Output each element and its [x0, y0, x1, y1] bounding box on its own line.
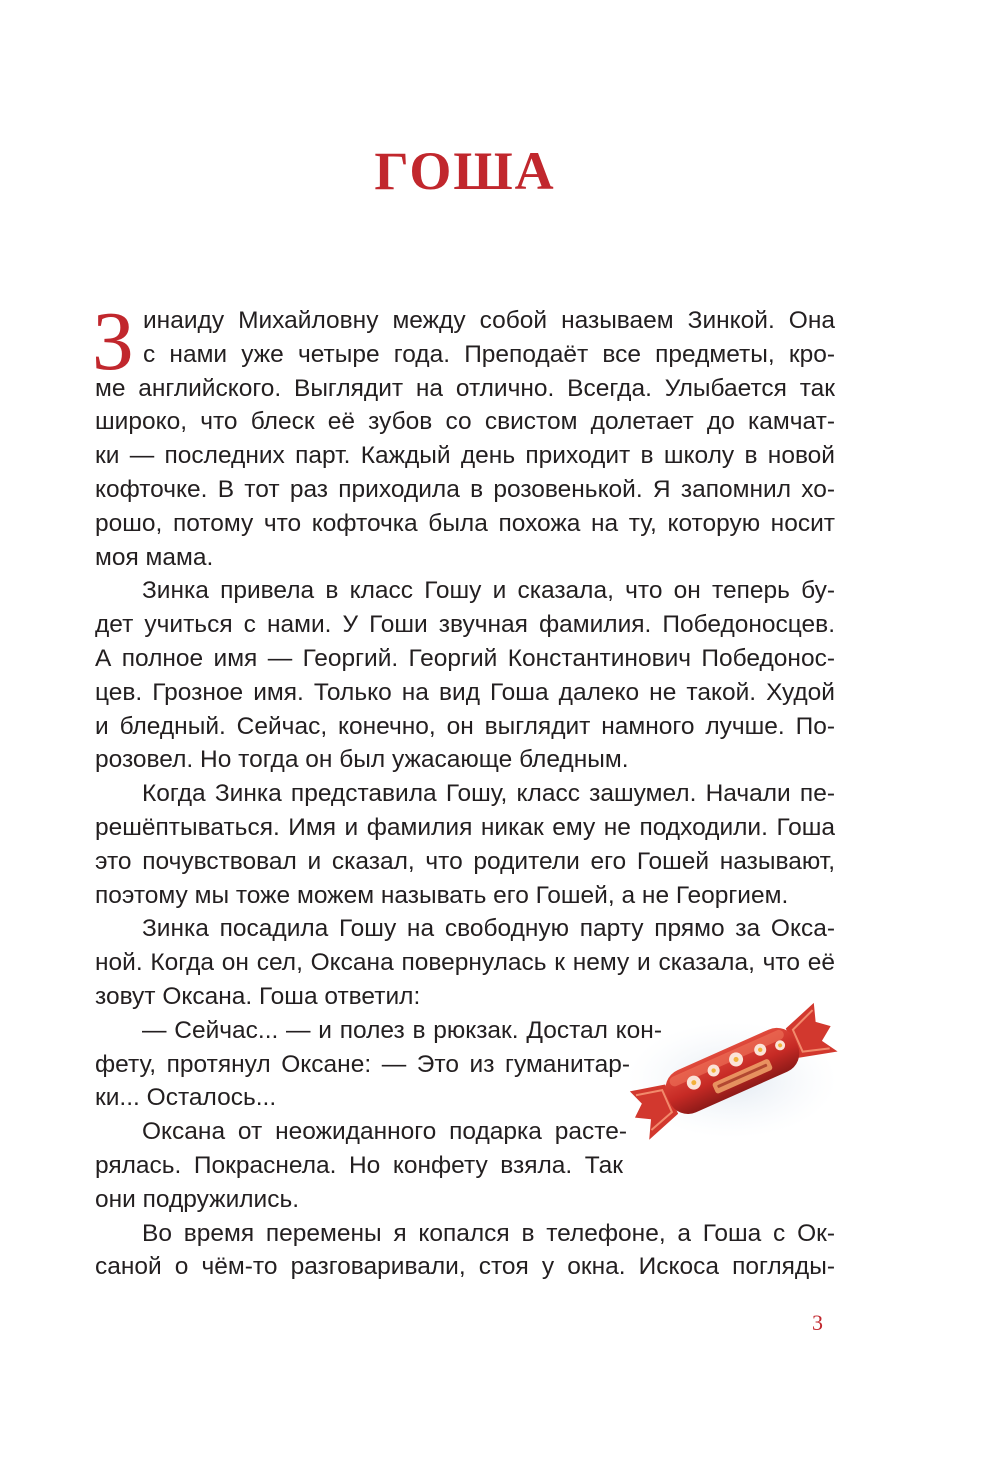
text-line: дет учиться с нами. У Гоши звучная фамилия. Победоносцев.	[95, 611, 835, 639]
text-line: широко, что блеск её зубов со свистом долетает до камчат-	[95, 408, 835, 436]
text-line: цев. Грозное имя. Только на вид Гоша далеко не такой. Худой	[95, 678, 835, 706]
text-line: розовел. Но тогда он был ужасающе бледным.	[95, 746, 629, 774]
text-line: кофточке. В тот раз приходила в розовенькой. Я запомнил хо-	[95, 475, 835, 503]
page-number: 3	[812, 1310, 823, 1335]
text-line: ки... Осталось...	[95, 1084, 277, 1112]
text-line: это почувствовал и сказал, что родители его Гошей называют,	[95, 847, 835, 875]
text-line: Зинка привела в класс Гошу и сказала, что он теперь бу-	[142, 577, 835, 605]
text-line: ме английского. Выглядит на отлично. Всегда. Улыбается так	[95, 374, 835, 402]
text-line: Во время перемены я копался в телефоне, а Гоша с Ок-	[142, 1219, 835, 1247]
text-line: фету, протянул Оксане: — Это из гуманитар-	[95, 1050, 630, 1078]
text-line: — Сейчас... — и полез в рюкзак. Достал кон-	[142, 1016, 662, 1044]
text-line: поэтому мы тоже можем называть его Гошей, а не Георгием.	[95, 881, 789, 909]
text-line: Оксана от неожиданного подарка расте-	[142, 1118, 627, 1146]
text-line: они подружились.	[95, 1185, 300, 1213]
text-line: рошо, потому что кофточка была похожа на ту, которую носит	[95, 509, 835, 537]
page-title: ГОША	[374, 141, 556, 201]
drop-cap: З	[92, 295, 135, 388]
text-line: ки — последних парт. Каждый день приходит в школу в новой	[95, 442, 835, 470]
text-line: А полное имя — Георгий. Георгий Константинович Победонос-	[95, 644, 835, 672]
text-line: моя мама.	[95, 543, 214, 571]
text-line: Когда Зинка представила Гошу, класс зашумел. Начали пе-	[142, 780, 835, 808]
text-line: решёптываться. Имя и фамилия никак ему не подходили. Гоша	[95, 813, 835, 841]
text-line: Зинка посадила Гошу на свободную парту прямо за Окса-	[142, 915, 835, 943]
text-line: зовут Оксана. Гоша ответил:	[95, 982, 421, 1010]
text-line: рялась. Покраснела. Но конфету взяла. Так	[95, 1151, 623, 1179]
text-line: с нами уже четыре года. Преподаёт все предметы, кро-	[143, 340, 835, 368]
candy-illustration	[620, 990, 845, 1150]
text-line: саной о чём-то разговаривали, стоя у окна. Искоса погляды-	[95, 1253, 835, 1281]
text-line: инаиду Михайловну между собой называем Зинкой. Она	[143, 307, 835, 334]
text-line: и бледный. Сейчас, конечно, он выглядит намного лучше. По-	[95, 712, 835, 740]
text-line: ной. Когда он сел, Оксана повернулась к нему и сказала, что её	[95, 949, 835, 977]
